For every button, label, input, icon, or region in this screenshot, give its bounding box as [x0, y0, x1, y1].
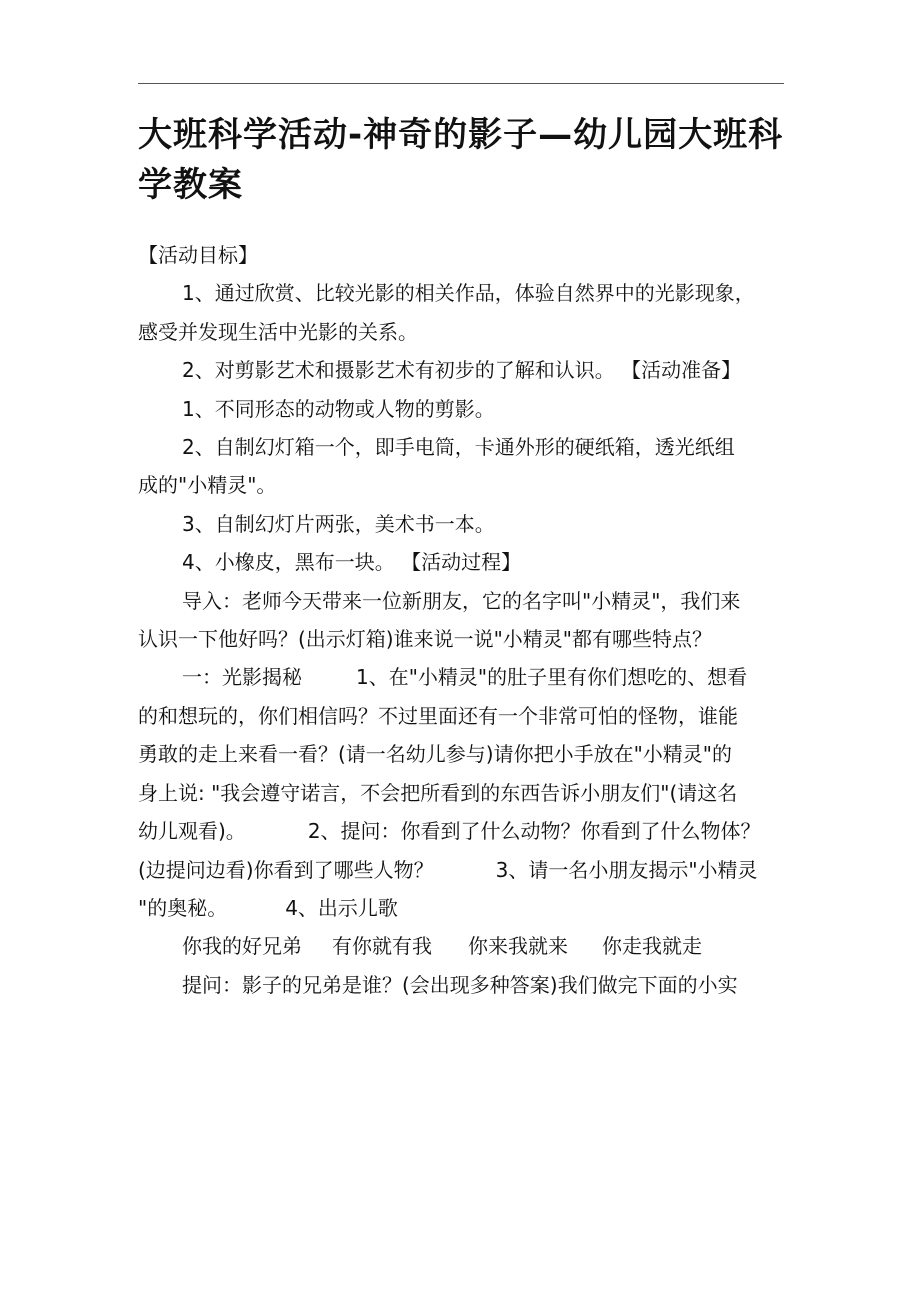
rhyme-phrase-4: 你走我就走 [602, 934, 702, 959]
secret-paragraph-line-4: 身上说: "我会遵守诺言，不会把所看到的东西告诉小朋友们"(请这名 [138, 780, 738, 805]
document-body [138, 236, 792, 1004]
rhyme-step-4: 4、出示儿歌 [285, 895, 398, 920]
title-line-2: 学教案 [138, 165, 243, 205]
secret-paragraph-line-5 [138, 812, 792, 850]
secret-paragraph-line-6 [138, 851, 792, 889]
title-line-1: 大班科学活动-神奇的影子—幼儿园大班科 [138, 115, 784, 155]
people-question: (边提问边看)你看到了哪些人物？ [138, 857, 434, 882]
secret-paragraph-line-7 [138, 889, 792, 927]
goal-item-1: 1、通过欣赏、比较光影的相关作品，体验自然界中的光影现象， [182, 281, 755, 306]
rhyme-phrase-2: 有你就有我 [332, 934, 432, 959]
secret-paragraph-line-3: 勇敢的走上来看一看？(请一名幼儿参与)请你把小手放在"小精灵"的 [138, 742, 733, 767]
section-heading-goals: 【活动目标】 [138, 243, 258, 267]
observe-text: 幼儿观看)。 [138, 819, 246, 844]
goal-item-2: 2、对剪影艺术和摄影艺术有初步的了解和认识。 【活动准备】 [182, 358, 742, 383]
secret-paragraph-line-2: 的和想玩的，你们相信吗？不过里面还有一个非常可怕的怪物，谁能 [138, 703, 738, 728]
prep-item-2-cont: 成的"小精灵"。 [138, 473, 277, 498]
header-rule [138, 83, 784, 84]
intro-paragraph: 导入：老师今天带来一位新朋友，它的名字叫"小精灵"，我们来 [182, 588, 741, 613]
secret-paragraph [138, 658, 792, 696]
secret-heading: 一：光影揭秘 [182, 665, 302, 690]
reveal-step-3: 3、请一名小朋友揭示"小精灵 [495, 857, 758, 882]
rhyme-phrase-3: 你来我就来 [468, 934, 568, 959]
rhyme-line [138, 927, 792, 965]
document-title [138, 110, 798, 210]
prep-item-1: 1、不同形态的动物或人物的剪影。 [182, 396, 495, 421]
intro-paragraph-cont: 认识一下他好吗？(出示灯箱)谁来说一说"小精灵"都有哪些特点？ [138, 627, 713, 652]
rhyme-phrase-1: 你我的好兄弟 [182, 934, 302, 959]
final-question: 提问：影子的兄弟是谁？(会出现多种答案)我们做完下面的小实 [182, 972, 738, 997]
prep-item-4: 4、小橡皮，黑布一块。 【活动过程】 [182, 550, 522, 575]
secret-step-1: 1、在"小精灵"的肚子里有你们想吃的、想看 [356, 665, 748, 690]
secret-end-text: "的奥秘。 [138, 895, 228, 920]
goal-item-1-cont: 感受并发现生活中光影的关系。 [138, 319, 418, 344]
prep-item-2: 2、自制幻灯箱一个，即手电筒，卡通外形的硬纸箱，透光纸组 [182, 435, 735, 460]
question-step-2: 2、提问：你看到了什么动物？你看到了什么物体？ [307, 819, 761, 844]
prep-item-3: 3、自制幻灯片两张，美术书一本。 [182, 511, 495, 536]
